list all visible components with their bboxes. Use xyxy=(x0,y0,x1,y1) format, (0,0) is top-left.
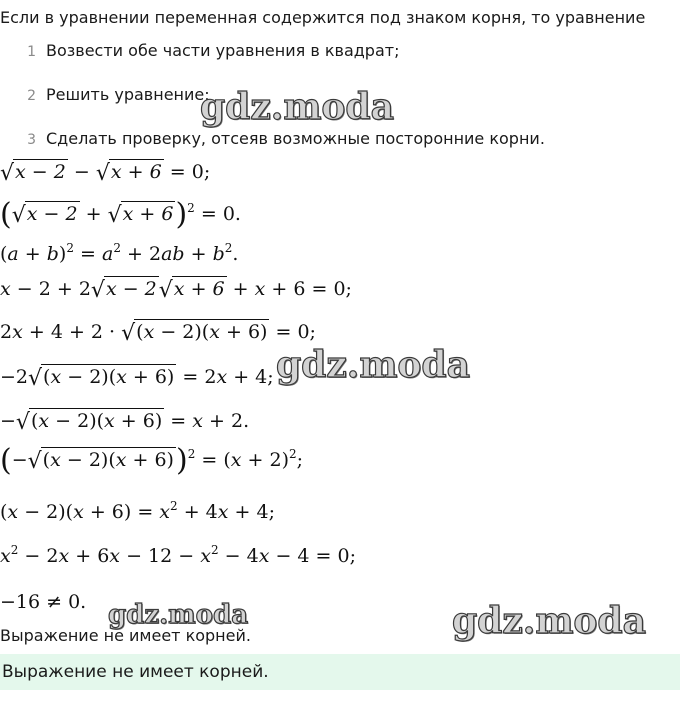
step-text: Решить уравнение; xyxy=(46,85,210,104)
equation-7: −√(x − 2)(x + 6) = x + 2. xyxy=(0,410,250,435)
conclusion-text: Выражение не имеет корней. xyxy=(0,626,251,645)
step-1 xyxy=(0,41,680,62)
step-number: 3 xyxy=(27,132,36,148)
step-number: 2 xyxy=(27,88,36,104)
equation-4: x − 2 + 2√x − 2√x + 6 + x + 6 = 0; xyxy=(0,278,352,303)
equation-11: −16 ≠ 0. xyxy=(0,591,87,613)
equation-6: −2√(x − 2)(x + 6) = 2x + 4; xyxy=(0,366,274,391)
equation-3: $(a + b)^2 = a^2 + 2ab + b^2$. xyxy=(0,241,239,265)
answer-box xyxy=(0,654,680,690)
equation-9: $(x - 2)(x + 6) = x^2 + 4x + 4$; xyxy=(0,499,275,523)
equation-5: 2x + 4 + 2 · √(x − 2)(x + 6) = 0; xyxy=(0,321,316,346)
watermark-logo: gdz.moda xyxy=(276,344,470,386)
step-number: 1 xyxy=(27,44,36,60)
intro-text: Если в уравнении переменная содержится под знаком корня, то уравнение xyxy=(0,8,646,27)
watermark-logo: gdz.moda xyxy=(108,600,249,630)
step-text: Сделать проверку, отсеяв возможные посторонние корни. xyxy=(46,129,545,148)
equation-2: $(√x - 2 + √x + 6)^2 = 0$. xyxy=(0,197,241,232)
watermark-logo: gdz.moda xyxy=(200,86,394,128)
watermark-logo: gdz.moda xyxy=(452,600,646,642)
equation-1: √x − 2 − √x + 6 = 0; xyxy=(0,161,211,186)
answer-text: Выражение не имеет корней. xyxy=(2,662,269,682)
step-3 xyxy=(0,129,680,150)
equation-10: $x^2 - 2x + 6x - 12 - x^2 - 4x - 4 = 0$; xyxy=(0,543,356,567)
step-text: Возвести обе части уравнения в квадрат; xyxy=(46,41,400,60)
equation-8: $(-√(x - 2)(x + 6))^2 = (x + 2)^2$; xyxy=(0,443,304,478)
